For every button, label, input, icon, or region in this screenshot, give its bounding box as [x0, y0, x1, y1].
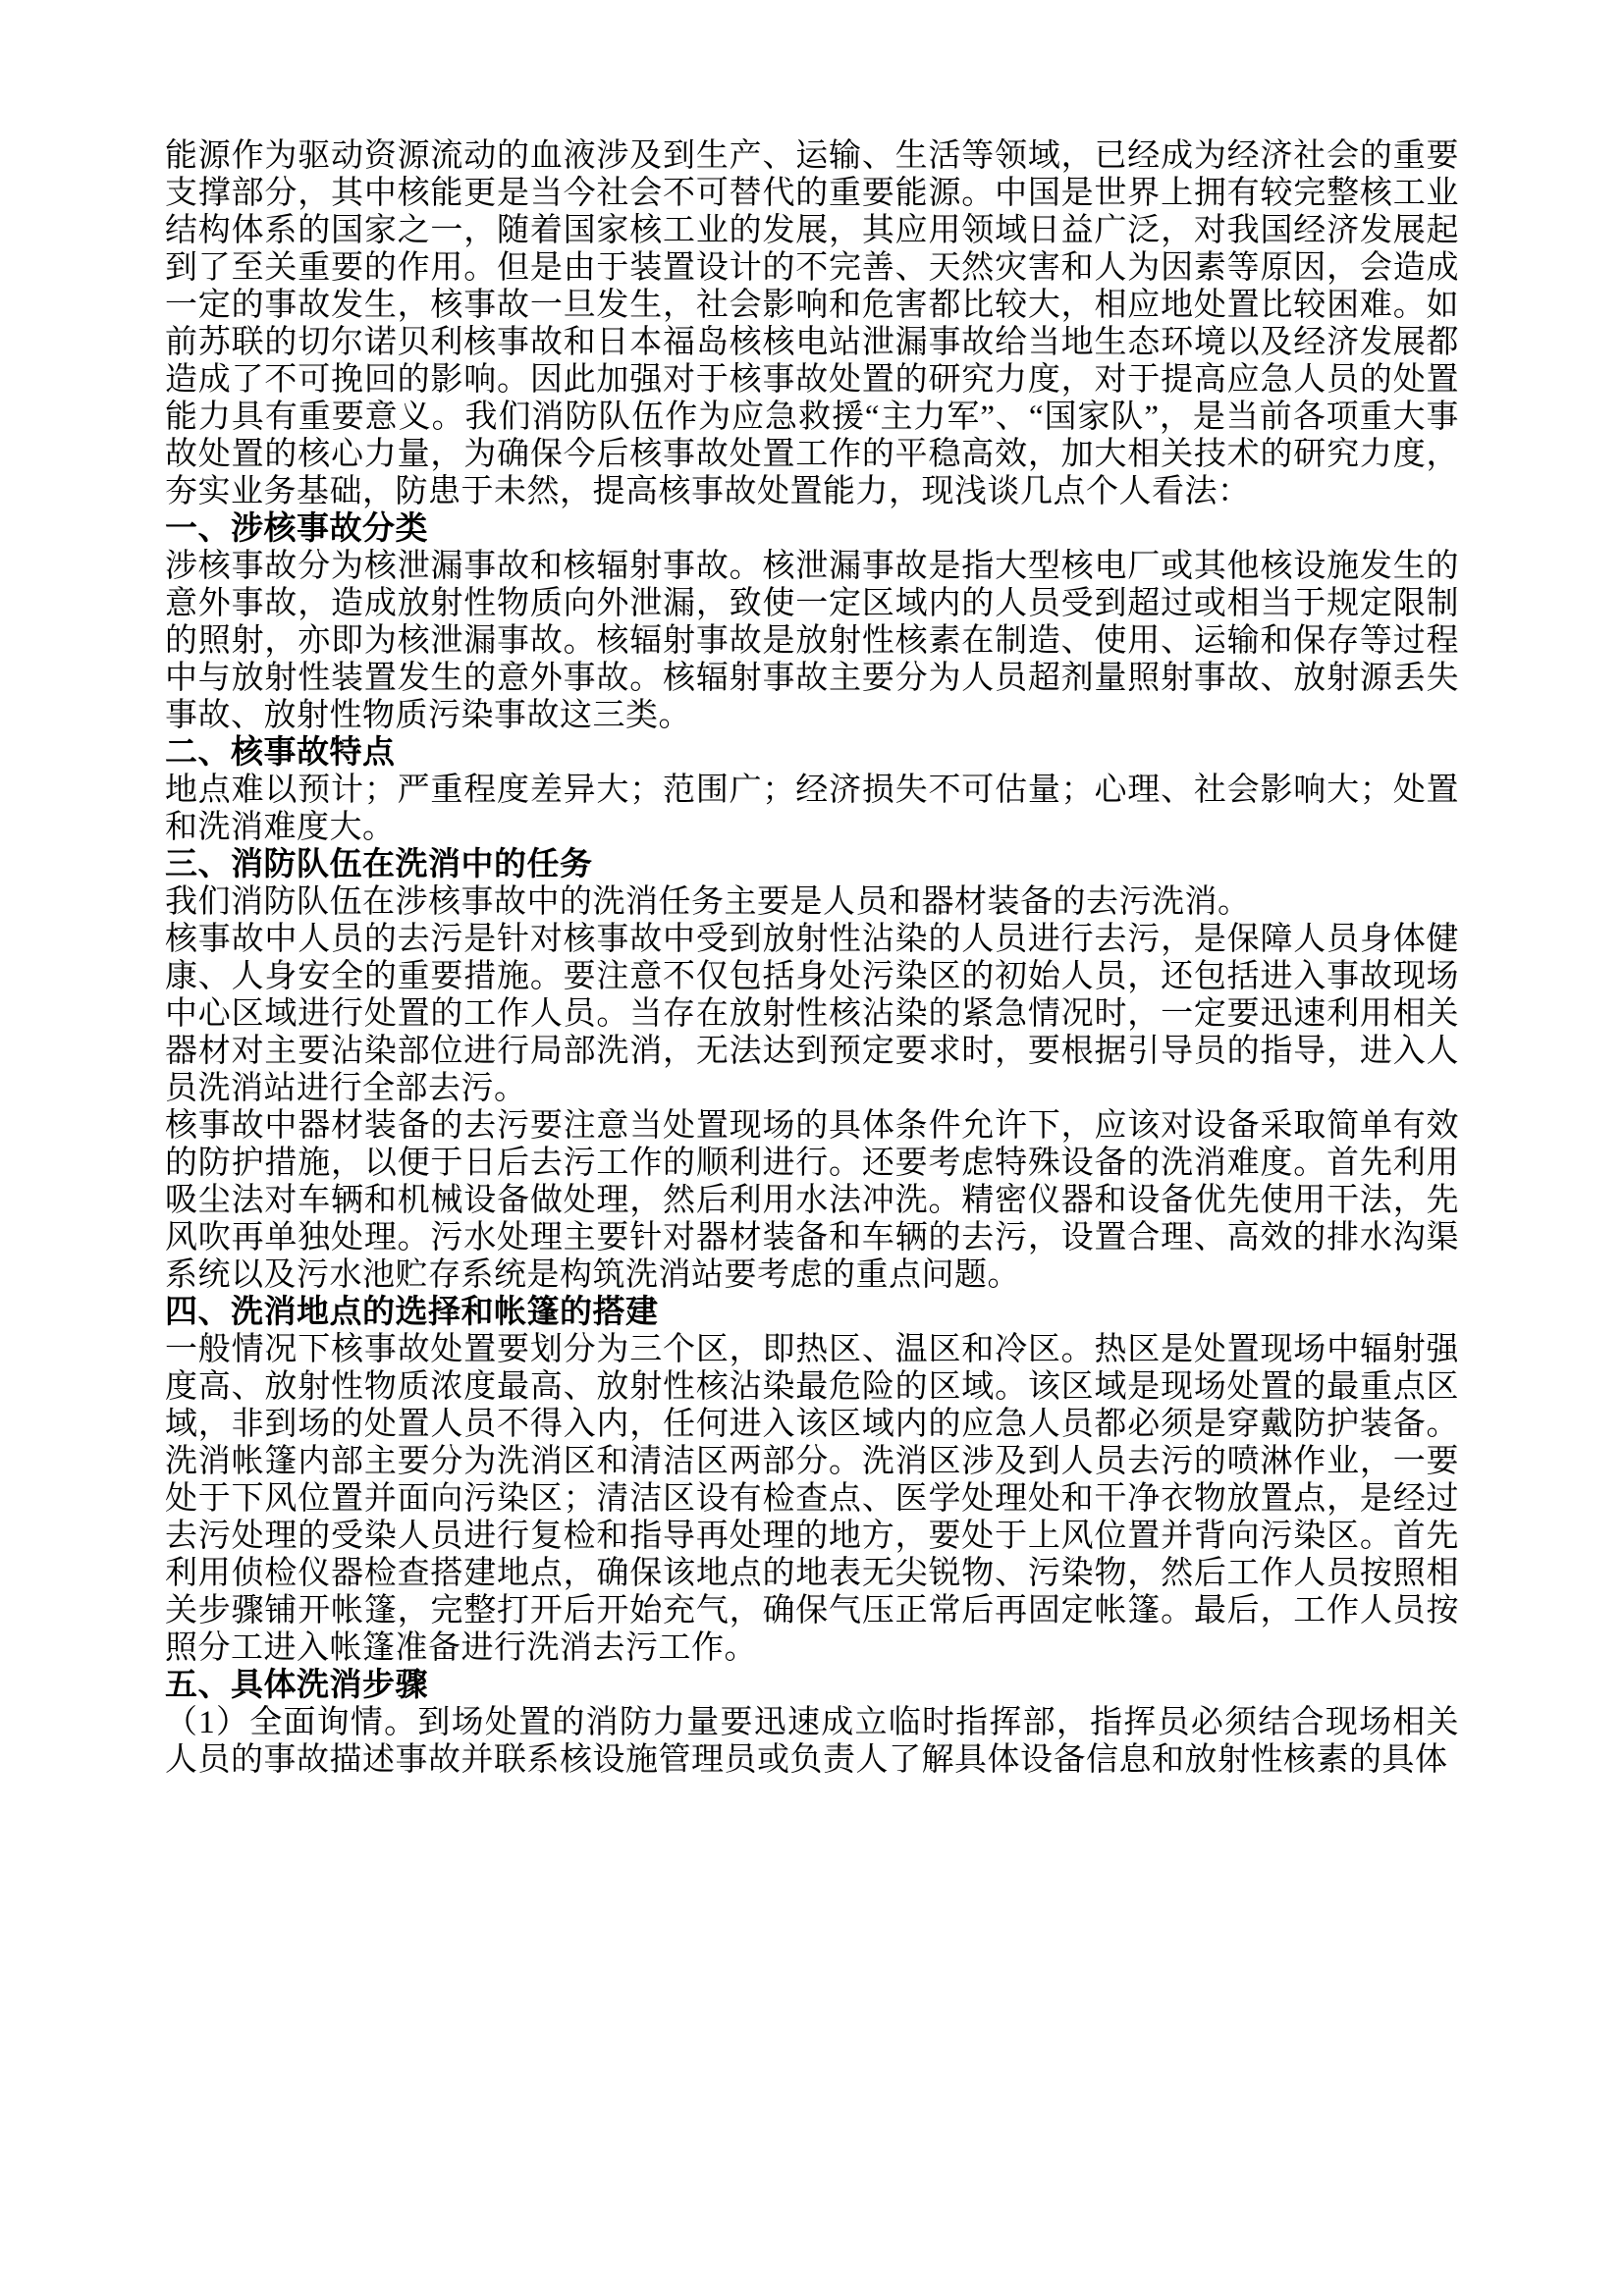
section-1-paragraph-1: 涉核事故分为核泄漏事故和核辐射事故。核泄漏事故是指大型核电厂或其他核设施发生的意外事故，造成放射性物质向外泄漏，致使一定区域内的人员受到超过或相当于规定限制的照射，亦即为核泄漏事故。核辐射事故是放射性核素在制造、使用、运输和保存等过程中与放射性装置发生的意外事故。核辐射事故主要分为人员超剂量照射事故、放射源丢失事故、放射性物质污染事故这三类。	[165, 549, 1459, 733]
section-heading-5: 五、具体洗消步骤	[165, 1668, 428, 1703]
section-3-paragraph-3: 核事故中器材装备的去污要注意当处置现场的具体条件允许下，应该对设备采取简单有效的防护措施，以便于日后去污工作的顺利进行。还要考虑特殊设备的洗消难度。首先利用吸尘法对车辆和机械设备做处理，然后利用水法冲洗。精密仪器和设备优先使用干法，先风吹再单独处理。污水处理主要针对器材装备和车辆的去污，设置合理、高效的排水沟渠系统以及污水池贮存系统是构筑洗消站要考虑的重点问题。	[165, 1108, 1459, 1293]
section-2-paragraph-1: 地点难以预计；严重程度差异大；范围广；经济损失不可估量；心理、社会影响大；处置和洗消难度大。	[165, 773, 1459, 845]
section-heading-2: 二、核事故特点	[165, 735, 396, 771]
section-heading-1: 一、涉核事故分类	[165, 511, 428, 547]
section-heading-4: 四、洗消地点的选择和帐篷的搭建	[165, 1295, 659, 1330]
section-heading-3: 三、消防队伍在洗消中的任务	[165, 847, 593, 882]
section-4-paragraph-1: 一般情况下核事故处置要划分为三个区，即热区、温区和冷区。热区是处置现场中辐射强度高、放射性物质浓度最高、放射性核沾染最危险的区域。该区域是现场处置的最重点区域，非到场的处置人员不得入内，任何进入该区域内的应急人员都必须是穿戴防护装备。洗消帐篷内部主要分为洗消区和清洁区两部分。洗消区涉及到人员去污的喷淋作业，一要处于下风位置并面向污染区；清洁区设有检查点、医学处理处和干净衣物放置点，是经过去污处理的受染人员进行复检和指导再处理的地方，要处于上风位置并背向污染区。首先利用侦检仪器检查搭建地点，确保该地点的地表无尖锐物、污染物，然后工作人员按照相关步骤铺开帐篷，完整打开后开始充气，确保气压正常后再固定帐篷。最后，工作人员按照分工进入帐篷准备进行洗消去污工作。	[165, 1332, 1459, 1666]
section-3-paragraph-1: 我们消防队伍在涉核事故中的洗消任务主要是人员和器材装备的去污洗消。	[165, 884, 1251, 920]
document-body	[165, 137, 1459, 1779]
intro-paragraph: 能源作为驱动资源流动的血液涉及到生产、运输、生活等领域，已经成为经济社会的重要支撑部分，其中核能更是当今社会不可替代的重要能源。中国是世界上拥有较完整核工业结构体系的国家之一，随着国家核工业的发展，其应用领域日益广泛，对我国经济发展起到了至关重要的作用。但是由于装置设计的不完善、天然灾害和人为因素等原因，会造成一定的事故发生，核事故一旦发生，社会影响和危害都比较大，相应地处置比较困难。如前苏联的切尔诺贝利核事故和日本福岛核核电站泄漏事故给当地生态环境以及经济发展都造成了不可挽回的影响。因此加强对于核事故处置的研究力度，对于提高应急人员的处置能力具有重要意义。我们消防队伍作为应急救援“主力军”、“国家队”，是当前各项重大事故处置的核心力量，为确保今后核事故处置工作的平稳高效，加大相关技术的研究力度，夯实业务基础，防患于未然，提高核事故处置能力，现浅谈几点个人看法：	[165, 138, 1459, 509]
section-3-paragraph-2: 核事故中人员的去污是针对核事故中受到放射性沾染的人员进行去污，是保障人员身体健康、人身安全的重要措施。要注意不仅包括身处污染区的初始人员，还包括进入事故现场中心区域进行处置的工作人员。当存在放射性核沾染的紧急情况时，一定要迅速利用相关器材对主要沾染部位进行局部洗消，无法达到预定要求时，要根据引导员的指导，进入人员洗消站进行全部去污。	[165, 922, 1459, 1106]
section-5-paragraph-1: （1）全面询情。到场处置的消防力量要迅速成立临时指挥部，指挥员必须结合现场相关人员的事故描述事故并联系核设施管理员或负责人了解具体设备信息和放射性核素的具体	[165, 1705, 1459, 1778]
